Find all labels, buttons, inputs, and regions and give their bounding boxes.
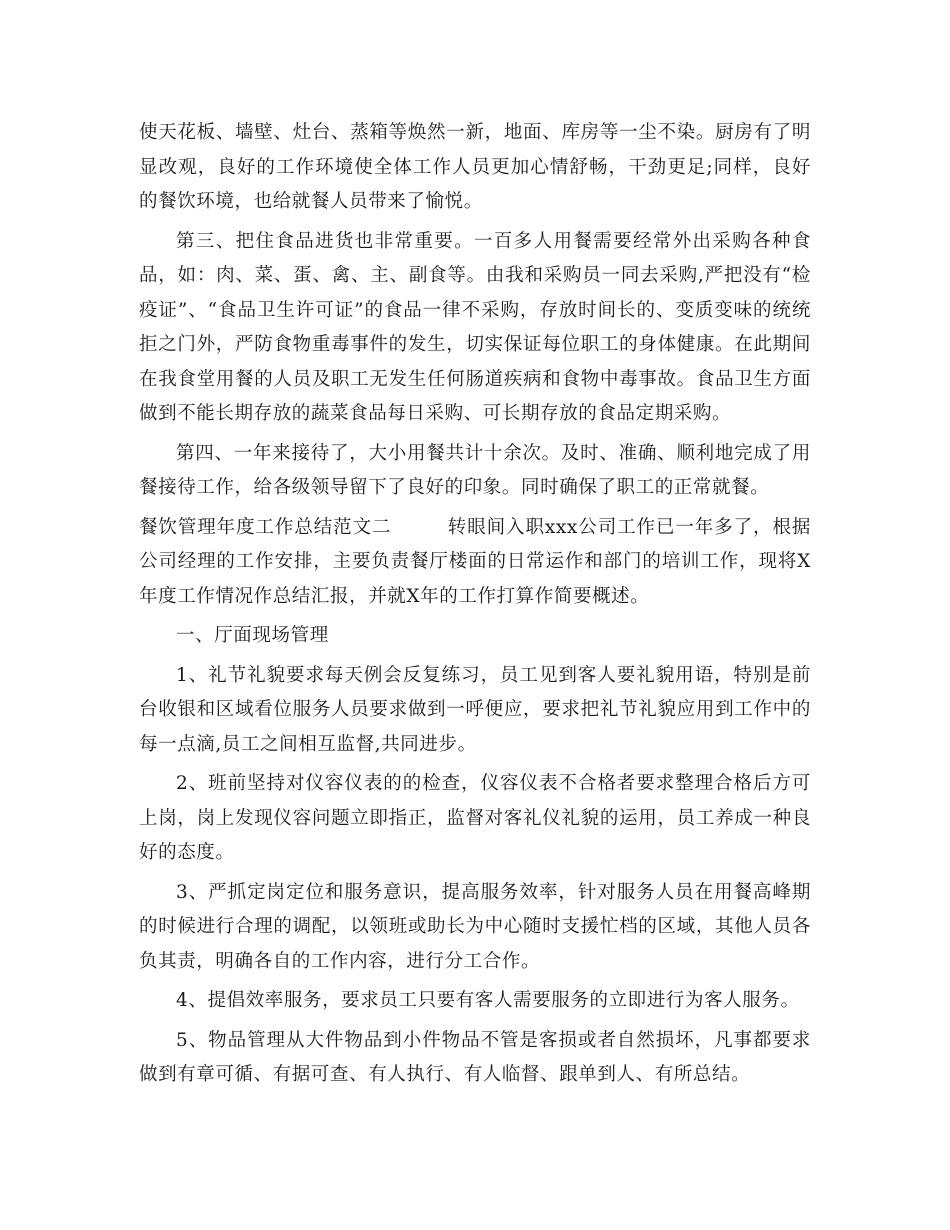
section-intro-text: 转眼间入职xxx公司工作已一年多了，根据公司经理的工作安排，主要负责餐厅楼面的日常运作和部门的培训工作，现将X年度工作情况作总结汇报，并就X年的工作打算作简要概述。 — [139, 516, 811, 607]
paragraph-item-4-efficiency: 4、提倡效率服务，要求员工只要有客人需要服务的立即进行为客人服务。 — [176, 990, 800, 1011]
paragraph-kitchen-cleanliness: 使天花板、墙壁、灶台、蒸箱等焕然一新，地面、库房等一尘不染。厨房有了明显改观，良好的工作环境使全体工作人员更加心情舒畅，干劲更足;同样，良好的餐饮环境，也给就餐人员带来了愉悦。 — [139, 122, 811, 212]
paragraph-item-2-grooming: 2、班前坚持对仪容仪表的的检查，仪容仪表不合格者要求整理合格后方可上岗，岗上发现仪容问题立即指正，监督对客礼仪礼貌的运用，员工养成一种良好的态度。 — [139, 773, 811, 863]
paragraph-item-5-inventory: 5、物品管理从大件物品到小件物品不管是客损或者自然损坏，凡事都要求做到有章可循、有据可查、有人执行、有人临督、跟单到人、有所总结。 — [139, 1029, 811, 1085]
paragraph-food-procurement: 第三、把住食品进货也非常重要。一百多人用餐需要经常外出采购各种食品，如：肉、菜、蛋、禽、主、副食等。由我和采购员一同去采购,严把没有“检疫证”、“食品卫生许可证”的食品一律不采购，存放时间长的、变质变味的统统拒之门外，严防食物重毒事件的发生，切实保证每位职工的身体健康。在此期间在我食堂用餐的人员及职工无发生任何肠道疾病和食物中毒事故。食品卫生方面做到不能长期存放的蔬菜食品每日采购、可长期存放的食品定期采购。 — [139, 230, 811, 424]
paragraph-section-two-intro — [139, 511, 811, 615]
paragraph-item-1-etiquette: 1、礼节礼貌要求每天例会反复练习，员工见到客人要礼貌用语，特别是前台收银和区域看位服务人员要求做到一呼便应，要求把礼节礼貌应用到工作中的每一点滴,员工之间相互监督,共同进步。 — [139, 664, 811, 755]
paragraph-reception-duty: 第四、一年来接待了，大小用餐共计十余次。及时、准确、顺利地完成了用餐接待工作，给各级领导留下了良好的印象。同时确保了职工的正常就餐。 — [139, 442, 811, 498]
paragraph-item-3-positioning: 3、严抓定岗定位和服务意识，提高服务效率，针对服务人员在用餐高峰期的时候进行合理的调配，以领班或助长为中心随时支援忙档的区域，其他人员各负其责，明确各自的工作内容，进行分工合作。 — [139, 881, 811, 972]
document-page — [139, 116, 811, 1098]
paragraph-floor-management-heading: 一、厅面现场管理 — [176, 625, 329, 646]
section-heading: 餐饮管理年度工作总结范文二 — [139, 516, 392, 538]
